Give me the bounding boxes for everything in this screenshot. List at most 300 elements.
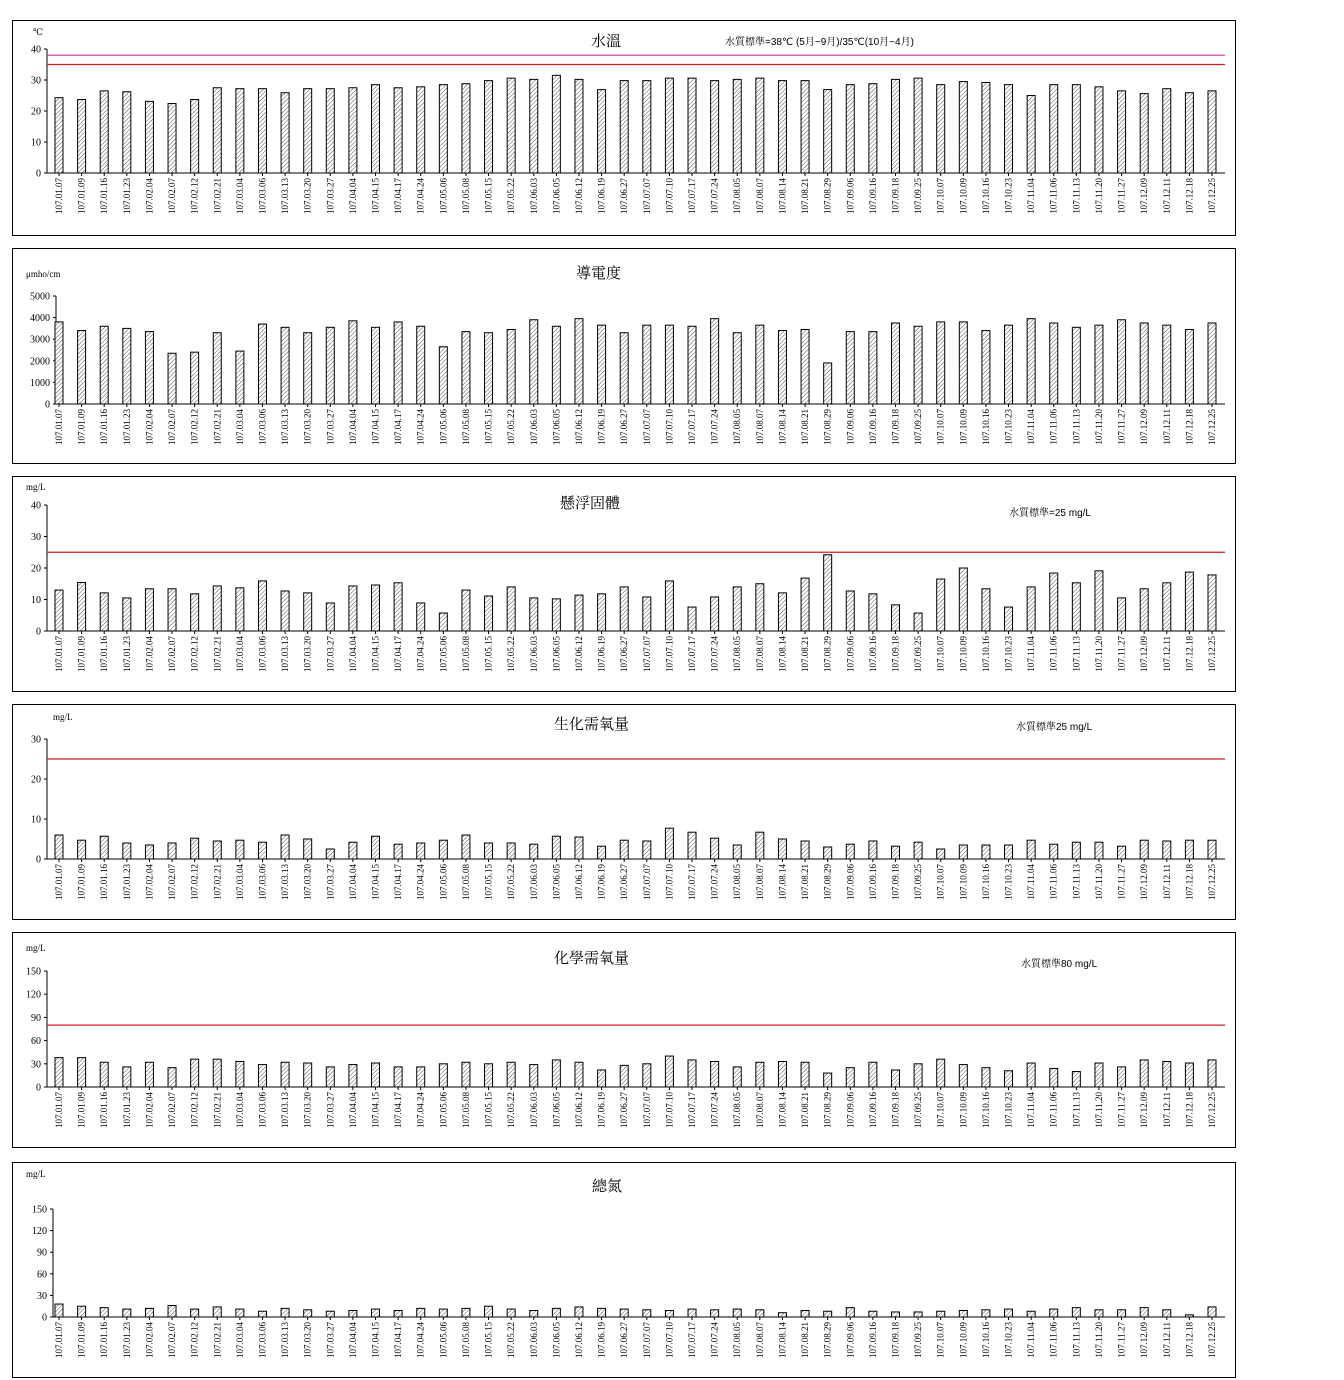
x-tick-label: 107.08.14: [777, 1092, 788, 1128]
x-tick-label: 107.11.13: [1071, 1092, 1082, 1128]
bar: [1185, 1063, 1193, 1087]
x-tick-label: 107.05.15: [483, 864, 494, 900]
bar: [1050, 844, 1058, 859]
bar: [552, 1060, 560, 1087]
x-tick-label: 107.11.20: [1093, 864, 1104, 900]
x-tick-label: 107.06.27: [619, 178, 630, 214]
bar: [1163, 89, 1171, 173]
x-tick-label: 107.05.06: [438, 409, 449, 445]
y-tick-label: 120: [32, 1226, 47, 1238]
bar: [439, 347, 447, 404]
x-tick-label: 107.01.23: [121, 864, 132, 900]
x-tick-label: 107.03.06: [257, 178, 268, 214]
bar: [349, 88, 357, 173]
x-tick-label: 107.12.11: [1161, 1092, 1172, 1128]
bar: [507, 843, 515, 859]
x-tick-label: 107.09.16: [867, 864, 878, 900]
bar: [417, 603, 425, 631]
bar: [78, 840, 86, 859]
x-tick-label: 107.03.06: [257, 864, 268, 900]
x-tick-label: 107.09.25: [913, 1322, 924, 1358]
x-tick-label: 107.08.14: [777, 864, 788, 900]
bar: [1140, 840, 1148, 859]
x-tick-label: 107.01.09: [76, 178, 87, 214]
y-tick-label: 20: [31, 774, 41, 786]
x-tick-label: 107.12.11: [1161, 178, 1172, 214]
bar: [213, 333, 221, 404]
bar: [123, 1067, 131, 1087]
x-tick-label: 107.06.05: [551, 864, 562, 900]
x-tick-label: 107.08.07: [754, 636, 765, 672]
bar: [846, 591, 854, 631]
x-tick-label: 107.10.07: [935, 178, 946, 214]
x-tick-label: 107.11.27: [1116, 409, 1127, 445]
x-tick-label: 107.05.06: [438, 636, 449, 672]
x-tick-label: 107.02.07: [167, 864, 178, 900]
bar: [1118, 846, 1126, 859]
bar: [236, 1309, 244, 1317]
x-tick-label: 107.01.09: [76, 636, 87, 672]
x-tick-label: 107.05.22: [506, 178, 517, 214]
x-tick-label: 107.03.13: [280, 178, 291, 214]
bar: [191, 100, 199, 173]
x-tick-label: 107.11.13: [1071, 1322, 1082, 1358]
bar: [417, 843, 425, 859]
bar: [982, 82, 990, 173]
bar: [326, 1067, 334, 1087]
x-tick-label: 107.06.03: [528, 409, 539, 445]
bar: [485, 843, 493, 859]
x-tick-label: 107.11.06: [1048, 178, 1059, 214]
bar: [349, 1065, 357, 1087]
x-tick-label: 107.03.27: [325, 636, 336, 672]
bar: [168, 843, 176, 859]
bar: [1005, 845, 1013, 859]
bar: [304, 839, 312, 859]
x-tick-label: 107.06.05: [551, 409, 562, 445]
x-tick-label: 107.01.23: [121, 409, 132, 445]
bar: [372, 585, 380, 631]
y-tick-label: 0: [36, 626, 41, 638]
x-tick-label: 107.01.07: [54, 1322, 64, 1358]
x-tick-label: 107.01.16: [99, 636, 110, 672]
x-tick-label: 107.10.23: [1003, 1092, 1014, 1128]
bar: [439, 85, 447, 173]
x-tick-label: 107.06.27: [619, 1092, 630, 1128]
x-tick-label: 107.06.19: [596, 1092, 607, 1128]
bar: [78, 331, 86, 404]
bar: [1050, 1068, 1058, 1087]
bar: [598, 1308, 606, 1317]
y-tick-label: 0: [36, 854, 41, 866]
bar: [959, 1311, 967, 1317]
bar: [507, 1309, 515, 1317]
y-tick-label: 40: [31, 44, 41, 56]
bar: [711, 838, 719, 859]
x-tick-label: 107.10.09: [958, 1322, 969, 1358]
x-tick-label: 107.09.16: [867, 178, 878, 214]
bar: [891, 1070, 899, 1087]
x-tick-label: 107.12.25: [1207, 1092, 1217, 1128]
bar: [1208, 840, 1216, 859]
x-tick-label: 107.08.21: [800, 409, 811, 445]
x-tick-label: 107.01.09: [76, 1322, 87, 1358]
x-tick-label: 107.01.09: [76, 1092, 87, 1128]
bar: [688, 326, 696, 404]
x-tick-label: 107.06.12: [573, 178, 584, 214]
y-tick-label: 0: [42, 1312, 47, 1324]
x-tick-label: 107.08.14: [777, 636, 788, 672]
bar: [1118, 1310, 1126, 1317]
x-tick-label: 107.09.18: [890, 1092, 901, 1128]
x-tick-label: 107.06.05: [551, 178, 562, 214]
bar: [1208, 1307, 1216, 1317]
bar: [1163, 1061, 1171, 1087]
x-tick-label: 107.01.07: [54, 178, 64, 214]
x-tick-label: 107.11.04: [1026, 177, 1037, 214]
bar: [507, 329, 515, 404]
x-tick-label: 107.04.24: [415, 409, 426, 445]
bar: [281, 591, 289, 631]
bar: [711, 597, 719, 631]
x-tick-label: 107.07.07: [641, 1092, 652, 1128]
x-tick-label: 107.03.13: [280, 1322, 291, 1358]
y-tick-label: 150: [32, 1204, 47, 1216]
bar: [1095, 87, 1103, 173]
bar: [959, 568, 967, 631]
bar: [982, 331, 990, 404]
x-tick-label: 107.07.17: [687, 409, 698, 445]
x-tick-label: 107.04.04: [347, 1092, 358, 1128]
x-tick-label: 107.02.12: [189, 178, 200, 214]
x-tick-label: 107.02.12: [189, 409, 200, 445]
x-tick-label: 107.11.06: [1048, 409, 1059, 445]
bar: [485, 596, 493, 631]
bar: [1140, 323, 1148, 404]
x-tick-label: 107.04.24: [415, 636, 426, 672]
bar: [733, 1067, 741, 1087]
x-tick-label: 107.05.08: [460, 636, 471, 672]
x-tick-label: 107.09.25: [913, 636, 924, 672]
x-tick-label: 107.10.07: [935, 1092, 946, 1128]
bar: [620, 587, 628, 631]
x-tick-label: 107.04.24: [415, 1092, 426, 1128]
x-tick-label: 107.11.27: [1116, 1092, 1127, 1128]
bar: [598, 1070, 606, 1087]
bar: [55, 1304, 63, 1317]
y-unit-label: ℃: [33, 27, 44, 37]
bar: [643, 597, 651, 631]
bar: [1095, 325, 1103, 404]
x-tick-label: 107.07.17: [687, 636, 698, 672]
bar: [824, 363, 832, 404]
x-tick-label: 107.01.07: [54, 636, 64, 672]
bar: [846, 85, 854, 173]
bar: [349, 586, 357, 631]
x-tick-label: 107.08.05: [732, 409, 743, 445]
bar: [1140, 1060, 1148, 1087]
y-tick-label: 90: [31, 1012, 41, 1024]
x-tick-label: 107.07.07: [641, 1322, 652, 1358]
bar: [462, 84, 470, 173]
x-tick-label: 107.04.15: [370, 178, 381, 214]
x-tick-label: 107.04.24: [415, 1322, 426, 1358]
x-tick-label: 107.10.16: [980, 864, 991, 900]
bar: [485, 333, 493, 404]
bar: [733, 333, 741, 404]
x-tick-label: 107.06.05: [551, 1092, 562, 1128]
x-tick-label: 107.10.09: [958, 636, 969, 672]
x-tick-label: 107.02.04: [144, 636, 155, 672]
x-tick-label: 107.02.21: [212, 636, 223, 672]
chart-panel-suspended-solids: [12, 476, 1236, 692]
bar: [304, 333, 312, 404]
bar: [1027, 319, 1035, 404]
bar: [575, 837, 583, 859]
bar: [598, 325, 606, 404]
x-tick-label: 107.04.17: [393, 409, 404, 445]
bar: [1072, 1308, 1080, 1317]
x-tick-label: 107.04.15: [370, 636, 381, 672]
bar: [801, 578, 809, 631]
bar: [891, 846, 899, 859]
x-tick-label: 107.07.24: [709, 636, 720, 672]
bar: [372, 1309, 380, 1317]
bar: [665, 1056, 673, 1087]
x-tick-label: 107.03.20: [302, 409, 313, 445]
bar: [191, 594, 199, 631]
bar: [620, 1309, 628, 1317]
bar: [914, 78, 922, 173]
bar: [168, 589, 176, 631]
bar: [123, 328, 131, 404]
x-tick-label: 107.08.05: [732, 1322, 743, 1358]
bar: [846, 1308, 854, 1317]
x-tick-label: 107.03.13: [280, 636, 291, 672]
bar: [552, 75, 560, 173]
chart-title: 導電度: [576, 266, 622, 282]
x-tick-label: 107.12.18: [1184, 864, 1195, 900]
bar: [394, 88, 402, 173]
x-tick-label: 107.09.16: [867, 409, 878, 445]
x-tick-label: 107.12.18: [1184, 1092, 1195, 1128]
bar: [620, 1065, 628, 1087]
x-tick-label: 107.05.08: [460, 864, 471, 900]
bar: [145, 101, 153, 173]
x-tick-label: 107.01.23: [121, 178, 132, 214]
x-tick-label: 107.02.07: [167, 1092, 178, 1128]
chart-panel-water-temperature: [12, 20, 1236, 236]
bar: [258, 324, 266, 404]
bar: [1072, 842, 1080, 859]
bar: [688, 607, 696, 631]
bar: [326, 849, 334, 859]
x-tick-label: 107.09.25: [913, 178, 924, 214]
x-tick-label: 107.08.29: [822, 1092, 833, 1128]
bar: [869, 841, 877, 859]
bar: [145, 332, 153, 404]
standard-note: 水質標準80 mg/L: [1021, 959, 1098, 970]
x-tick-label: 107.11.13: [1071, 409, 1082, 445]
x-tick-label: 107.07.10: [664, 178, 675, 214]
x-tick-label: 107.02.12: [189, 1322, 200, 1358]
bar: [1185, 329, 1193, 404]
x-tick-label: 107.08.21: [800, 1322, 811, 1358]
bar: [372, 836, 380, 859]
bar: [1163, 1310, 1171, 1317]
bar: [756, 832, 764, 859]
bar: [937, 1059, 945, 1087]
x-tick-label: 107.03.04: [234, 636, 245, 672]
bar: [575, 595, 583, 631]
bar: [620, 81, 628, 173]
x-tick-label: 107.10.23: [1003, 409, 1014, 445]
x-tick-label: 107.04.04: [347, 636, 358, 672]
x-tick-label: 107.09.16: [867, 1322, 878, 1358]
bar: [846, 1068, 854, 1087]
x-tick-label: 107.05.08: [460, 178, 471, 214]
x-tick-label: 107.04.04: [347, 864, 358, 900]
x-tick-label: 107.12.18: [1184, 1322, 1195, 1358]
x-tick-label: 107.08.05: [732, 1092, 743, 1128]
bar: [575, 319, 583, 404]
x-tick-label: 107.12.09: [1139, 864, 1150, 900]
x-tick-label: 107.12.18: [1184, 409, 1195, 445]
x-tick-label: 107.07.24: [709, 1092, 720, 1128]
bar: [1185, 840, 1193, 859]
bar: [281, 93, 289, 173]
x-tick-label: 107.02.04: [144, 409, 155, 445]
x-tick-label: 107.09.18: [890, 1322, 901, 1358]
bar: [55, 1058, 63, 1087]
y-tick-label: 4000: [30, 313, 50, 325]
bar: [281, 835, 289, 859]
x-tick-label: 107.11.20: [1093, 178, 1104, 214]
x-tick-label: 107.01.09: [76, 864, 87, 900]
x-tick-label: 107.08.07: [754, 178, 765, 214]
x-tick-label: 107.04.04: [347, 178, 358, 214]
y-tick-label: 0: [36, 168, 41, 180]
x-tick-label: 107.02.12: [189, 1092, 200, 1128]
x-tick-label: 107.06.19: [596, 864, 607, 900]
x-tick-label: 107.11.04: [1026, 863, 1037, 900]
bar: [756, 584, 764, 631]
x-tick-label: 107.06.03: [528, 1092, 539, 1128]
x-tick-label: 107.08.14: [777, 1322, 788, 1358]
bar: [982, 1068, 990, 1087]
bar: [937, 849, 945, 859]
x-tick-label: 107.04.17: [393, 864, 404, 900]
x-tick-label: 107.08.21: [800, 636, 811, 672]
bar: [937, 579, 945, 631]
x-tick-label: 107.01.07: [54, 864, 64, 900]
x-tick-label: 107.12.09: [1139, 1092, 1150, 1128]
x-tick-label: 107.04.15: [370, 1092, 381, 1128]
bar: [1005, 85, 1013, 173]
x-tick-label: 107.02.07: [167, 409, 178, 445]
x-tick-label: 107.01.07: [54, 409, 64, 445]
bar: [733, 1309, 741, 1317]
x-tick-label: 107.12.25: [1207, 864, 1217, 900]
standard-note: 水質標準=25 mg/L: [1009, 508, 1091, 519]
bar: [688, 78, 696, 173]
bar: [711, 1310, 719, 1317]
bar: [914, 1064, 922, 1087]
x-tick-label: 107.03.27: [325, 409, 336, 445]
y-tick-label: 0: [36, 1082, 41, 1094]
x-tick-label: 107.08.05: [732, 178, 743, 214]
bar: [417, 1308, 425, 1317]
x-tick-label: 107.05.22: [506, 1322, 517, 1358]
x-tick-label: 107.02.04: [144, 178, 155, 214]
bar: [1005, 1071, 1013, 1087]
bar: [982, 845, 990, 859]
bar: [711, 81, 719, 173]
y-tick-label: 150: [26, 966, 41, 978]
x-tick-label: 107.11.04: [1026, 1092, 1037, 1128]
bar: [1050, 1309, 1058, 1317]
x-tick-label: 107.06.12: [573, 1322, 584, 1358]
x-tick-label: 107.02.21: [212, 1322, 223, 1358]
bar: [959, 322, 967, 404]
bar: [756, 1310, 764, 1317]
bar: [1118, 91, 1126, 173]
x-tick-label: 107.08.14: [777, 178, 788, 214]
x-tick-label: 107.11.20: [1093, 409, 1104, 445]
x-tick-label: 107.11.13: [1071, 636, 1082, 672]
x-tick-label: 107.10.07: [935, 636, 946, 672]
y-tick-label: 30: [31, 734, 41, 746]
x-tick-label: 107.11.27: [1116, 1322, 1127, 1358]
bar: [168, 104, 176, 173]
x-tick-label: 107.01.16: [99, 409, 110, 445]
x-tick-label: 107.11.13: [1071, 178, 1082, 214]
bar: [801, 1062, 809, 1087]
x-tick-label: 107.06.19: [596, 409, 607, 445]
bar: [869, 1311, 877, 1317]
bar: [1185, 1315, 1193, 1317]
bar: [191, 352, 199, 404]
bar: [326, 89, 334, 173]
x-tick-label: 107.05.06: [438, 864, 449, 900]
x-tick-label: 107.02.04: [144, 1322, 155, 1358]
x-tick-label: 107.07.07: [641, 178, 652, 214]
chart-svg: [13, 1163, 1237, 1379]
x-tick-label: 107.10.16: [980, 1322, 991, 1358]
y-tick-label: 30: [31, 1059, 41, 1071]
x-tick-label: 107.12.09: [1139, 636, 1150, 672]
x-tick-label: 107.05.06: [438, 1092, 449, 1128]
y-tick-label: 40: [31, 500, 41, 512]
bar: [1208, 323, 1216, 404]
bar: [756, 325, 764, 404]
bar: [417, 87, 425, 173]
x-tick-label: 107.11.13: [1071, 864, 1082, 900]
bar: [1027, 1311, 1035, 1317]
bar: [485, 81, 493, 173]
x-tick-label: 107.01.16: [99, 864, 110, 900]
x-tick-label: 107.03.06: [257, 409, 268, 445]
bar: [304, 1063, 312, 1087]
bar: [598, 846, 606, 859]
x-tick-label: 107.11.06: [1048, 864, 1059, 900]
chart-panel-conductivity: [12, 248, 1236, 464]
x-tick-label: 107.01.16: [99, 1322, 110, 1358]
x-tick-label: 107.06.03: [528, 864, 539, 900]
x-tick-label: 107.10.09: [958, 178, 969, 214]
bar: [100, 1062, 108, 1087]
bar: [530, 844, 538, 859]
